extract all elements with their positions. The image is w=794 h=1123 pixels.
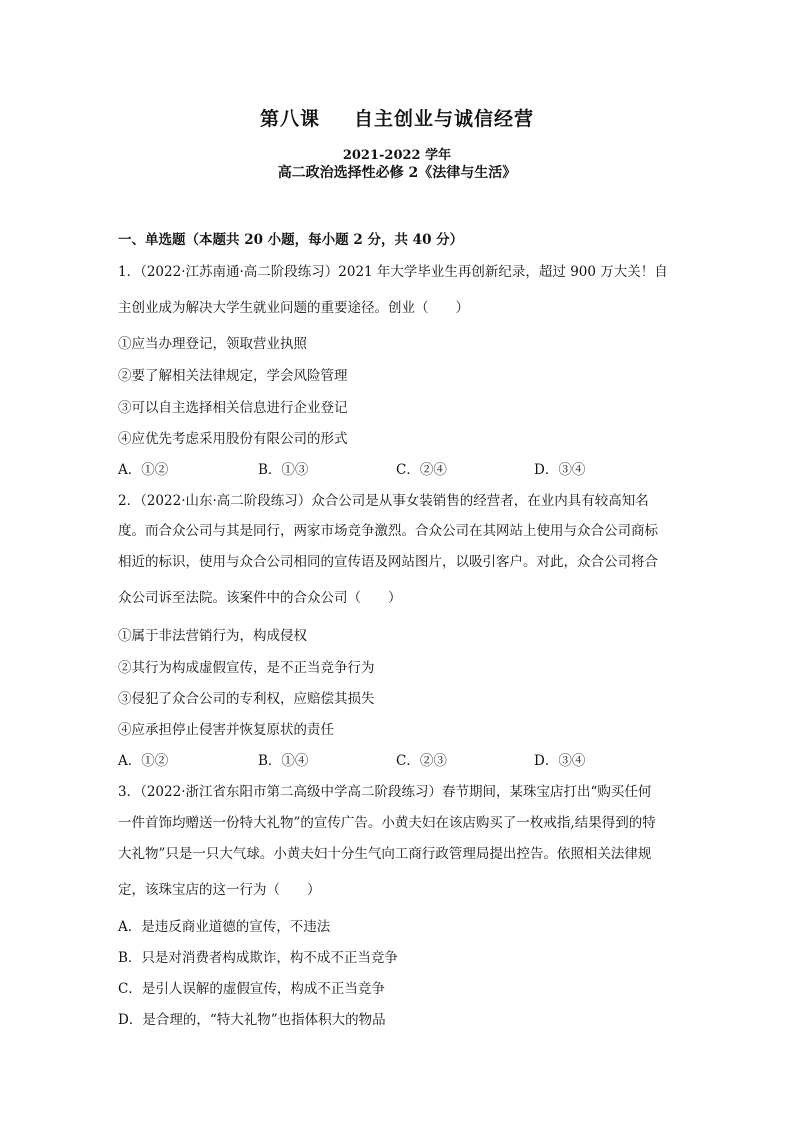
question-2-item-1: ①属于非法营销行为，构成侵权 [118, 628, 307, 644]
question-3-line-1: 3．（2022·浙江省东阳市第二高级中学高二阶段练习）春节期间，某珠宝店打出“购买任何 [118, 784, 652, 800]
question-3-line-4: 定，该珠宝店的这一行为（ ） [118, 882, 321, 898]
choice-b[interactable]: B．①③ [258, 462, 309, 478]
question-1-item-3: ③可以自主选择相关信息进行企业登记 [118, 400, 348, 416]
choice-d[interactable]: D．③④ [534, 462, 586, 478]
question-2-item-2: ②其行为构成虚假宣传，是不正当竞争行为 [118, 660, 375, 676]
question-3-line-3: 大礼物”只是一只大气球。小黄夫妇十分生气向工商行政管理局提出控告。依照相关法律规 [118, 846, 652, 862]
question-1-item-1: ①应当办理登记，领取营业执照 [118, 336, 307, 352]
question-3-line-2: 一件首饰均赠送一份特大礼物”的宣传广告。小黄夫妇在该店购买了一枚戒指,结果得到的特 [118, 815, 656, 831]
school-year: 2021-2022 学年 [342, 148, 452, 163]
choice-d[interactable]: D．③④ [534, 753, 586, 769]
question-2-line-1: 2．（2022·山东·高二阶段练习）众合公司是从事女装销售的经营者，在业内具有较高知名 [118, 493, 649, 509]
lesson-number: 第八课 [259, 108, 320, 130]
question-3-choice-c[interactable]: C．是引人误解的虚假宣传，构成不正当竞争 [118, 981, 385, 997]
choice-a[interactable]: A．①② [118, 753, 169, 769]
question-3-choice-a[interactable]: A．是违反商业道德的宣传，不违法 [118, 919, 331, 935]
choice-a[interactable]: A．①② [118, 462, 169, 478]
question-2-item-3: ③侵犯了众合公司的专利权，应赔偿其损失 [118, 691, 375, 707]
question-2-line-4: 众公司诉至法院。该案件中的合众公司（ ） [118, 590, 402, 606]
choice-c[interactable]: C．②③ [396, 753, 447, 769]
course-name: 高二政治选择性必修 2《法律与生活》 [277, 165, 517, 181]
question-3-choice-b[interactable]: B．只是对消费者构成欺诈，构不成不正当竞争 [118, 950, 398, 966]
choice-c[interactable]: C．②④ [396, 462, 447, 478]
question-1-item-4: ④应优先考虑采用股份有限公司的形式 [118, 431, 348, 447]
section-heading: 一、单选题（本题共 20 小题，每小题 2 分，共 40 分） [118, 232, 464, 248]
question-1-item-2: ②要了解相关法律规定，学会风险管理 [118, 368, 348, 384]
question-2-line-3: 相近的标识，使用与众合公司相同的宣传语及网站图片，以吸引客户。对此，众合公司将合 [118, 554, 658, 570]
question-2-line-2: 度。而合众公司与其是同行，两家市场竞争激烈。合众公司在其网站上使用与众合公司商标 [118, 523, 658, 539]
question-2-item-4: ④应承担停止侵害并恢复原状的责任 [118, 722, 334, 738]
page-title [0, 104, 794, 131]
choice-b[interactable]: B．①④ [258, 753, 309, 769]
question-1-line-1: 1．（2022·江苏南通·高二阶段练习）2021 年大学毕业生再创新纪录，超过 900 万大关！自 [118, 264, 668, 280]
question-3-choice-d[interactable]: D．是合理的，“特大礼物”也指体积大的物品 [118, 1012, 386, 1028]
question-1-line-2: 主创业成为解决大学生就业问题的重要途径。创业（ ） [118, 300, 469, 316]
lesson-title: 自主创业与诚信经营 [354, 108, 535, 130]
